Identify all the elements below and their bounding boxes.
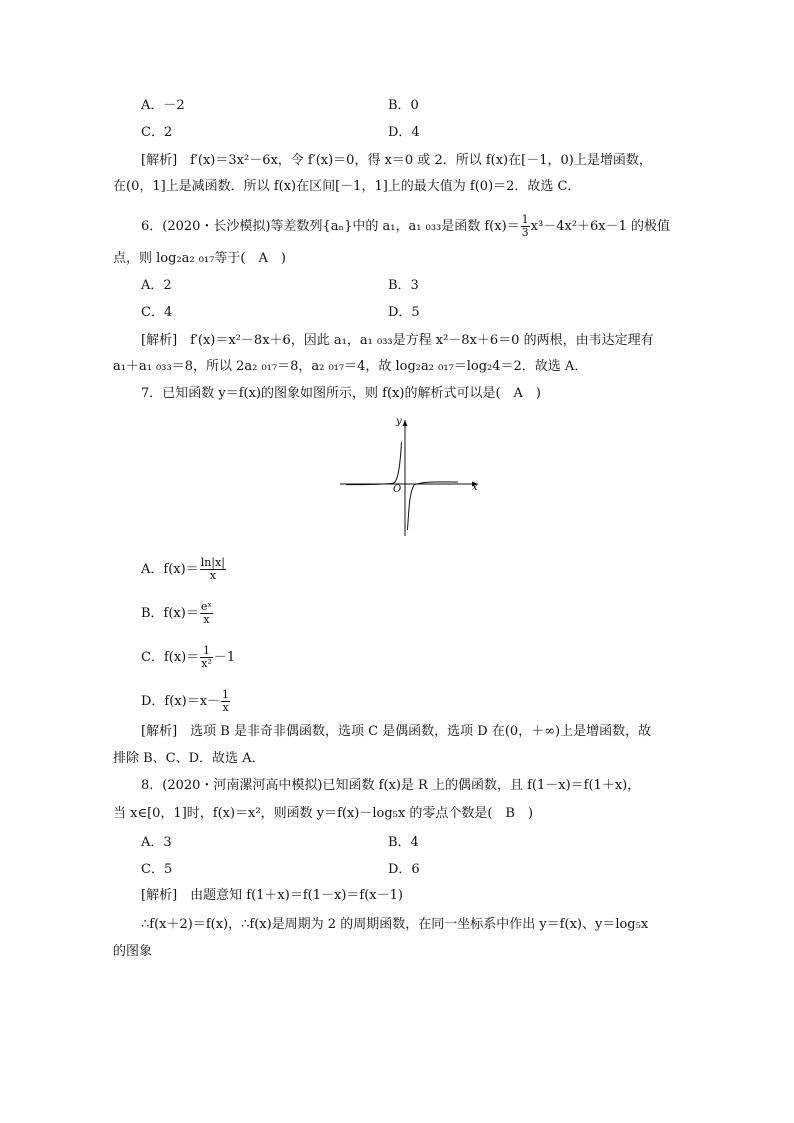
q7-analysis-line-2: 排除 B、C、D．故选 A． [113,751,265,766]
q5-option-c: C．2 [141,125,173,140]
x-axis-label: x [472,482,478,493]
q7-option-d-fraction [221,689,230,714]
q7-option-c-numerator: 1 [200,645,213,658]
q5-option-b: B．0 [388,98,419,113]
q6-analysis-line-1: [解析] f′(x)＝x²－8x＋6，因此 a₁，a₁ ₀₃₃是方程 x²－8x＋6＝0 的两根，由韦达定理有 [141,333,654,348]
q6-stem-line-2: 点，则 log₂a₂ ₀₁₇等于( A ) [113,251,286,266]
q7-option-c [141,645,235,670]
q8-stem-line-1: 8．(2020・河南漯河高中模拟)已知函数 f(x)是 R 上的偶函数，且 f(1－x)＝f(1＋x)， [141,778,641,793]
q7-option-b-prefix: B．f(x)＝ [141,606,199,621]
q7-option-d-prefix: D．f(x)＝x－ [141,694,221,709]
q5-analysis-line-2: 在(0，1]上是减函数．所以 f(x)在区间[－1，1]上的最大值为 f(0)＝2．故选 C． [113,179,581,194]
q7-option-c-denominator: x² [201,657,212,670]
q7-option-d-numerator: 1 [222,688,230,701]
q7-option-b-numerator: eˣ [200,600,213,613]
q6-stem-line-1 [141,214,670,239]
q7-option-a-fraction [200,557,226,582]
q8-analysis-line-2: ∴f(x＋2)＝f(x)，∴f(x)是周期为 2 的周期函数，在同一坐标系中作出 y＝f(x)、y＝log₅x [141,917,649,932]
q6-stem-part-a: 6．(2020・长沙模拟)等差数列{aₙ}中的 a₁，a₁ ₀₃₃是函数 f(x)＝ [141,219,520,234]
q5-option-a: A．－2 [141,98,185,113]
q8-option-a: A．3 [141,835,172,850]
q7-analysis-line-1: [解析] 选项 B 是非奇非偶函数，选项 C 是偶函数，选项 D 在(0，＋∞)上是增函数，故 [141,724,652,739]
q7-option-a-prefix: A．f(x)＝ [141,562,199,577]
q7-stem: 7．已知函数 y＝f(x)的图象如图所示，则 f(x)的解析式可以是( A ) [141,386,541,401]
q6-stem-part-b: x³－4x²＋6x－1 的极值 [530,219,671,234]
q7-option-a [141,557,227,582]
q6-fraction [521,214,530,239]
q8-analysis-line-1: [解析] 由题意知 f(1＋x)＝f(1－x)＝f(x－1) [141,888,403,903]
q6-option-b: B．3 [388,278,419,293]
q6-option-d: D．5 [388,305,420,320]
q7-option-b-denominator: x [203,613,210,626]
q8-option-c: C．5 [141,862,173,877]
y-axis-arrow-icon [403,420,408,426]
y-axis-label: y [396,416,402,427]
left-branch-curve [346,442,402,485]
q5-analysis-line-1: [解析] f′(x)＝3x²－6x，令 f′(x)＝0，得 x＝0 或 2．所以 f(x)在[－1，0)上是增函数， [141,153,652,168]
q6-fraction-denominator: 3 [521,226,529,239]
q7-option-c-prefix: C．f(x)＝ [141,650,200,665]
q8-stem-line-2: 当 x∈[0，1]时，f(x)＝x²，则函数 y＝f(x)－log₅x 的零点个数是( B ) [113,806,534,821]
q7-option-b [141,601,214,626]
q8-analysis-line-3: 的图象 [113,944,153,959]
q7-option-a-denominator: x [209,569,216,582]
q6-option-a: A．2 [141,278,172,293]
q7-option-c-fraction [200,645,213,670]
q7-option-a-numerator: ln|x| [200,556,225,569]
q8-option-b: B．4 [388,835,419,850]
q5-option-d: D．4 [388,125,420,140]
q7-function-graph [338,412,484,538]
q8-option-d: D．6 [388,862,420,877]
origin-label: O [393,484,402,495]
q6-analysis-line-2: a₁＋a₁ ₀₃₃＝8，所以 2a₂ ₀₁₇＝8，a₂ ₀₁₇＝4，故 log₂a₂ ₀₁₇＝log₂4＝2．故选 A． [113,359,588,374]
q7-option-b-fraction [200,601,213,626]
q7-option-d-denominator: x [222,701,229,714]
q7-option-d [141,689,231,714]
q7-option-c-suffix: －1 [213,650,236,665]
q6-fraction-numerator: 1 [521,213,529,226]
q6-option-c: C．4 [141,305,173,320]
right-branch-curve [408,482,459,530]
